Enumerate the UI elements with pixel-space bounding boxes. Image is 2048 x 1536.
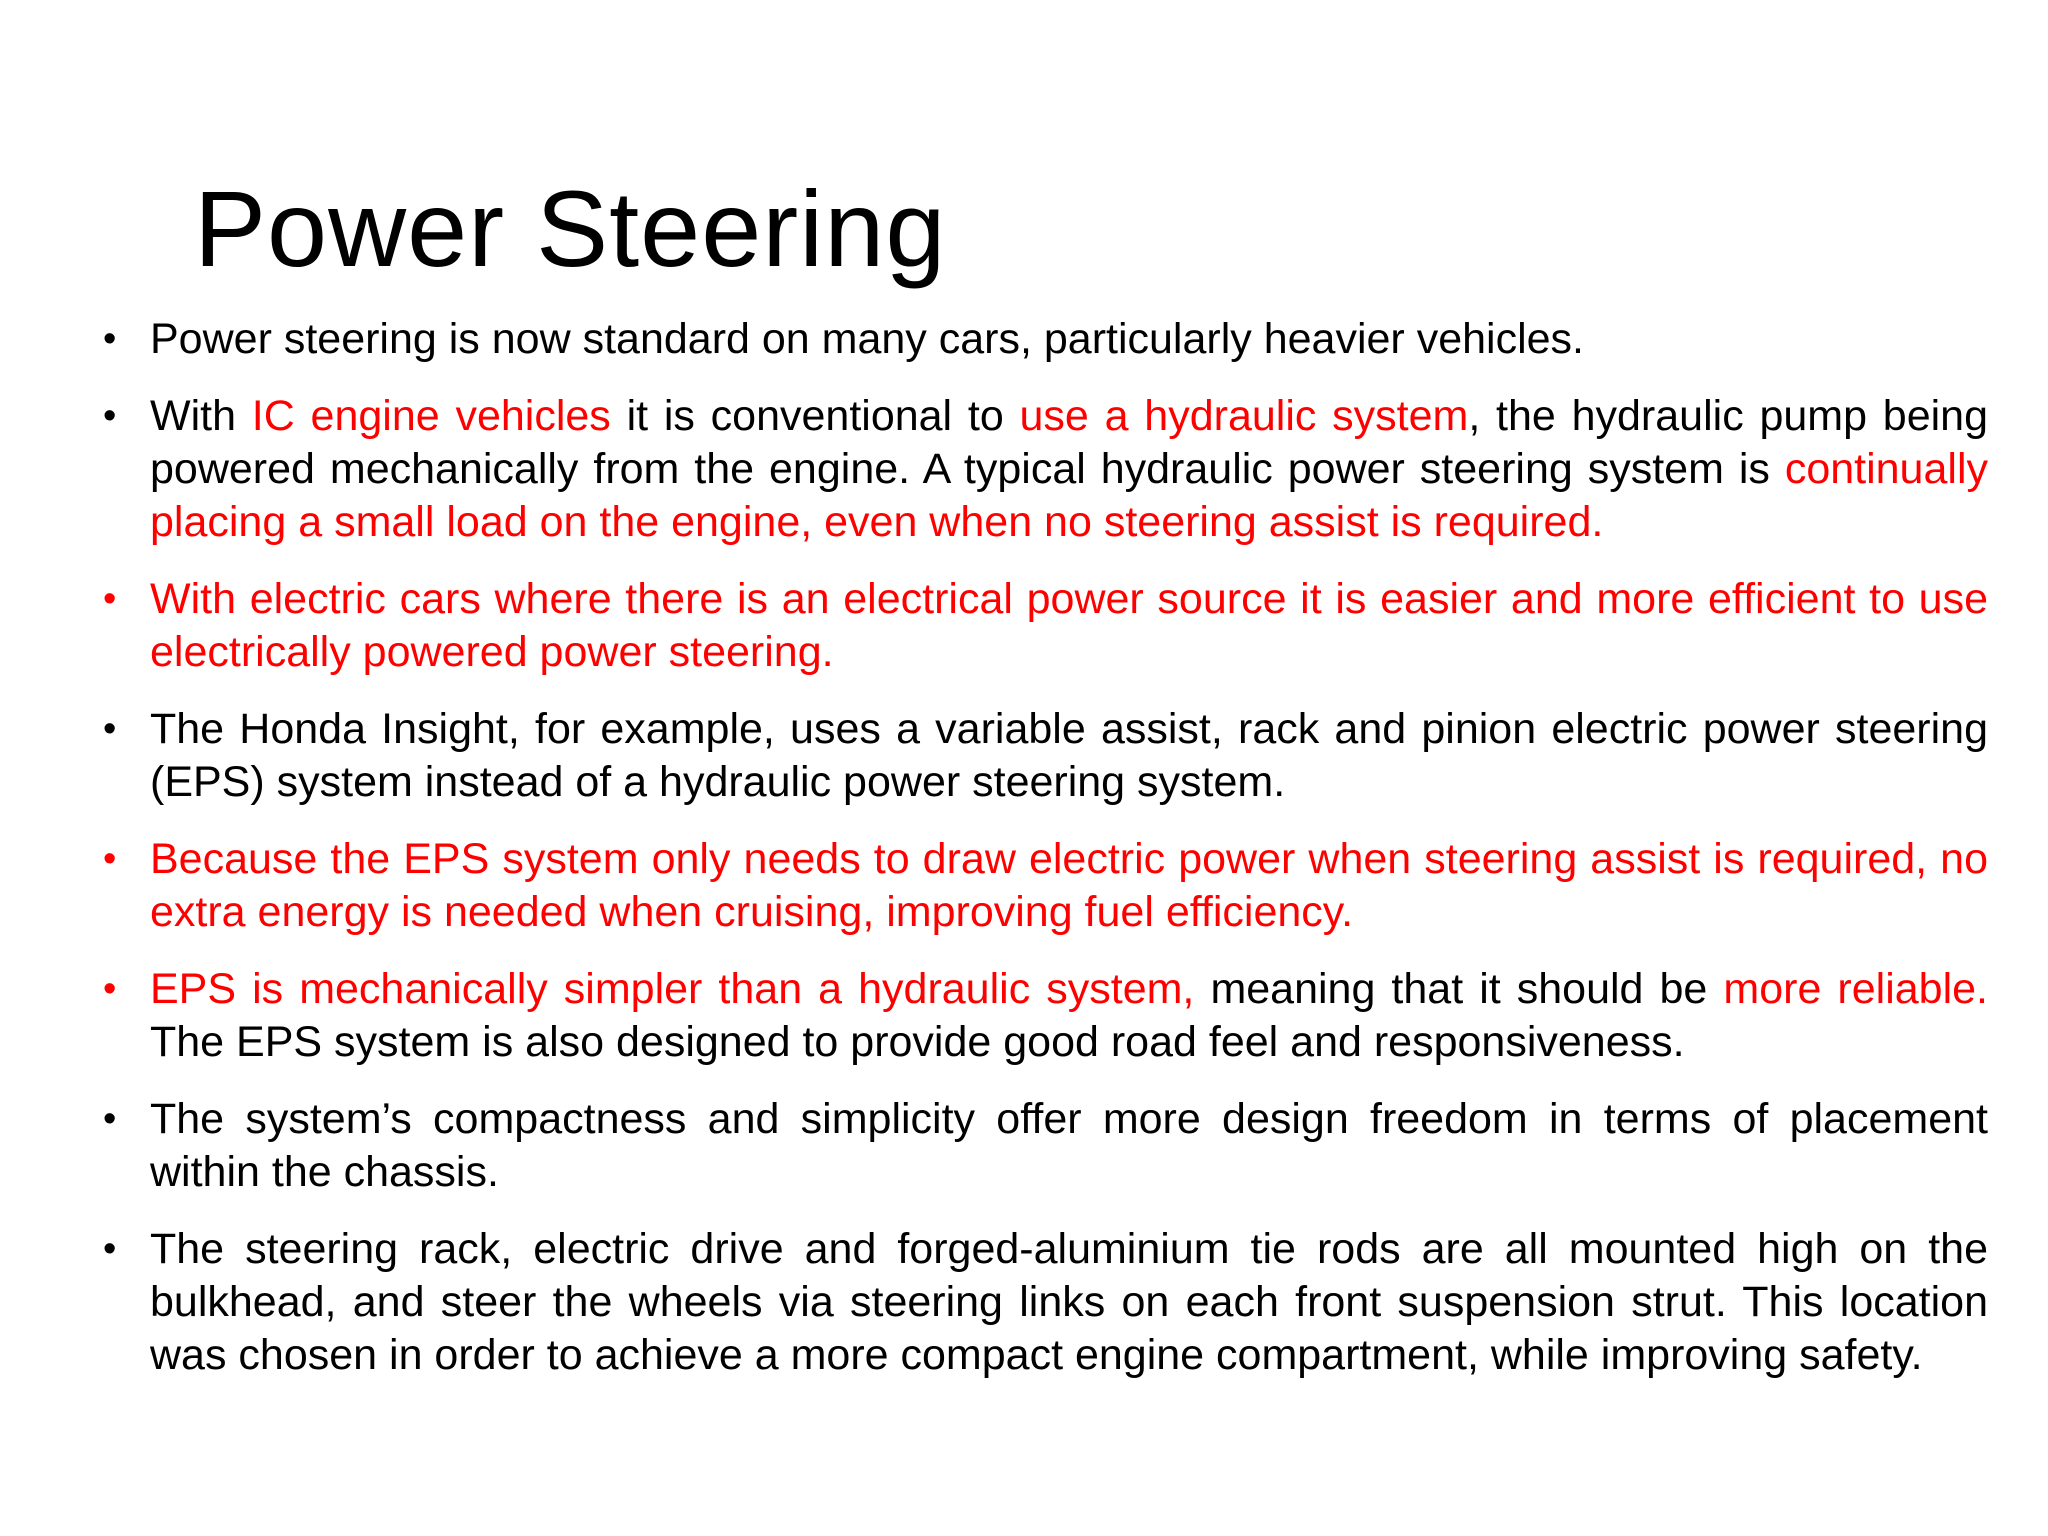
bullet-dot-icon: • xyxy=(103,578,117,620)
bullet-text-segment: The steering rack, electric drive and forged-aluminium tie rods are all mounted high on the bulkhead, and steer the wheels via steering links on each front suspension strut. This location was chosen in order to achieve a more compact engine compartment, while improving safety. xyxy=(150,1225,1988,1379)
bullet-text-segment: The EPS system is also designed to provide good road feel and responsiveness. xyxy=(150,1018,1685,1066)
bullet-text-segment: Because the EPS system only needs to draw electric power when steering assist is required, no extra energy is needed when cruising, improving fuel efficiency. xyxy=(150,835,1988,936)
bullet-item xyxy=(100,703,1988,809)
slide-title: Power Steering xyxy=(194,168,947,289)
bullet-text-segment: Power steering is now standard on many cars, particularly heavier vehicles. xyxy=(150,315,1584,363)
bullet-dot-icon: • xyxy=(103,395,117,437)
bullet-dot-icon: • xyxy=(103,968,117,1010)
bullet-dot-icon: • xyxy=(103,318,117,360)
bullet-text-segment: use a hydraulic system xyxy=(1019,392,1469,440)
bullet-text-segment: , the hydraulic pump being powered mechanically from the engine. A typical hydraulic power steering system is xyxy=(150,392,1988,493)
bullet-text-segment: continually placing a small load on the engine, even when no steering assist is required. xyxy=(150,445,1988,546)
bullet-item xyxy=(100,390,1988,549)
bullet-text-segment: it is conventional to xyxy=(610,392,1020,440)
bullet-list xyxy=(100,313,1988,1406)
bullet-item xyxy=(100,963,1988,1069)
bullet-dot-icon: • xyxy=(103,1098,117,1140)
bullet-item xyxy=(100,1093,1988,1199)
bullet-text-segment: meaning that it should be xyxy=(1194,965,1724,1013)
bullet-dot-icon: • xyxy=(103,708,117,750)
bullet-item xyxy=(100,833,1988,939)
bullet-text-segment: IC engine vehicles xyxy=(251,392,611,440)
bullet-item xyxy=(100,573,1988,679)
bullet-text-segment: The Honda Insight, for example, uses a variable assist, rack and pinion electric power steering (EPS) system instead of a hydraulic power steering system. xyxy=(150,705,1988,806)
bullet-text-segment: With xyxy=(150,392,252,440)
bullet-item xyxy=(100,1223,1988,1382)
bullet-item xyxy=(100,313,1988,366)
bullet-text-segment: With electric cars where there is an electrical power source it is easier and more efficient to use electrically powered power steering. xyxy=(150,575,1988,676)
bullet-text-segment: The system’s compactness and simplicity offer more design freedom in terms of placement within the chassis. xyxy=(150,1095,1988,1196)
bullet-dot-icon: • xyxy=(103,1228,117,1270)
bullet-dot-icon: • xyxy=(103,838,117,880)
bullet-text-segment: EPS is mechanically simpler than a hydraulic system, xyxy=(150,965,1195,1013)
bullet-text-segment: more reliable. xyxy=(1723,965,1989,1013)
